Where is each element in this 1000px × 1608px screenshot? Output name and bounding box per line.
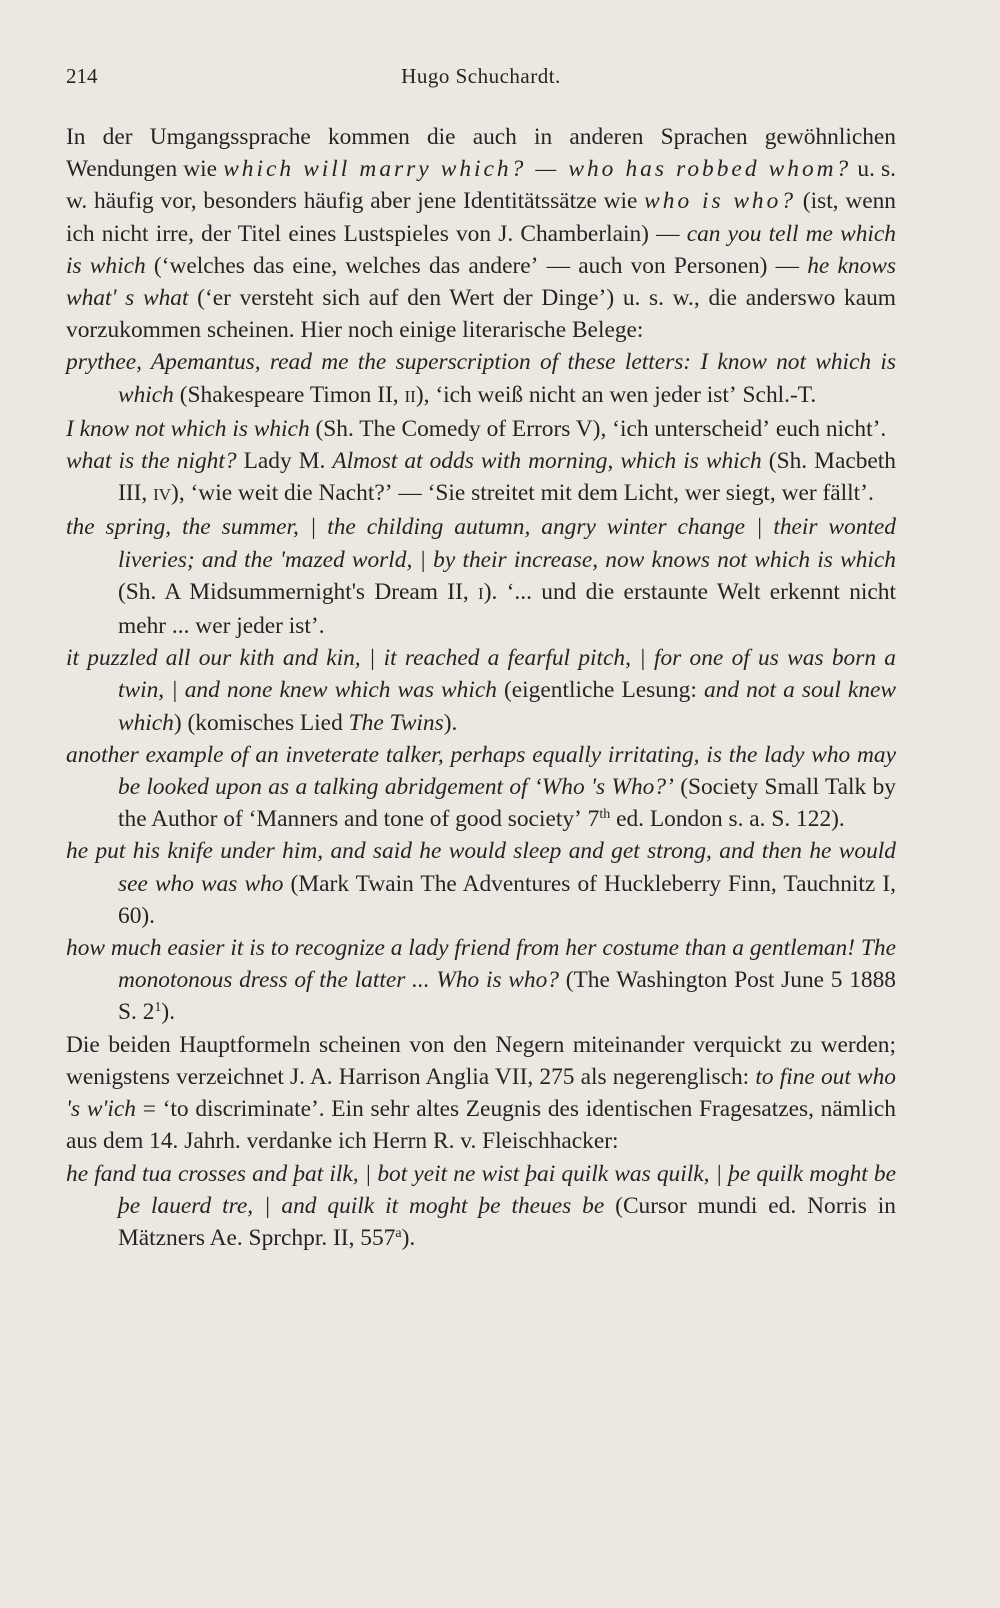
quote-italic: he fand tua crosses and þat ilk, | bot yeit ne wist þai quilk was quilk, | þe quilk moght be þe lauerd tre, | and quilk it moght þe theues be xyxy=(66,1160,896,1219)
quote-huckleberry-finn xyxy=(66,835,896,932)
quote-comedy-of-errors xyxy=(66,413,896,445)
text-run: (eigentliche Lesung: xyxy=(496,677,704,704)
text-run: ), ʻwie weit die Nacht?ʼ — ʻSie streitet mit dem Licht, wer siegt, wer fälltʼ. xyxy=(171,480,874,507)
body-text xyxy=(66,121,896,1254)
quote-italic: The Twins xyxy=(348,709,444,736)
text-run: Die beiden Hauptformeln scheinen von den Negern miteinander verquickt zu werden; wenigstens verzeichnet J. A. Harrison Anglia VII, 275 als negerenglisch: xyxy=(66,1031,896,1090)
text-run: (ʻer versteht sich auf den Wert der Dingeʼ) u. s. w., die anderswo kaum vorzukommen scheinen. Hier noch einige literarische Belege: xyxy=(66,285,896,344)
text-run: (The Washington Post June 5 1888 S. 2 xyxy=(118,967,896,1026)
text-run: ed. London s. a. S. 122). xyxy=(610,806,845,833)
quote-society-small-talk xyxy=(66,739,896,836)
roman-numeral: IV xyxy=(153,485,172,505)
quote-washington-post xyxy=(66,932,896,1029)
quote-timon xyxy=(66,346,896,412)
quote-italic: he put his knife under him, and said he would sleep and get strong, and then he would see who was who xyxy=(66,838,896,897)
intro-paragraph xyxy=(66,121,896,346)
italic-run: he knows what' s what xyxy=(66,252,896,312)
superscript: th xyxy=(599,807,611,823)
page-number: 214 xyxy=(66,64,98,88)
text-run: In der Umgangssprache kommen die auch in anderen Sprachen gewöhnlichen Wendungen wie xyxy=(66,124,896,183)
text-run: = ʻto discriminateʼ. Ein sehr altes Zeugnis des identischen Fragesatzes, nämlich aus dem 14. Jahrh. verdanke ich Herrn R. v. Fleischhacker: xyxy=(66,1096,896,1155)
italic-run: who is who? xyxy=(644,188,797,215)
text-run: (Society Small Talk by the Author of ʻManners and tone of good societyʼ 7 xyxy=(118,774,896,833)
quote-italic: how much easier it is to recognize a lady friend from her costume than a gentleman! The monotonous dress of the latter ... Who is who? xyxy=(66,935,896,994)
text-run: Lady M. xyxy=(236,448,333,475)
text-run: (Cursor mundi ed. Norris in Mätzners Ae. Sprchpr. II, 557 xyxy=(118,1192,896,1251)
superscript: 1 xyxy=(154,1000,162,1016)
text-run: (Sh. The Comedy of Errors V), ʻich unterscheidʼ euch nichtʼ. xyxy=(309,415,887,442)
roman-numeral: II xyxy=(404,386,416,406)
running-title: Hugo Schuchardt. xyxy=(401,64,561,88)
italic-run: to fine out who 's w'ich xyxy=(66,1063,896,1123)
text-run: (Sh. Macbeth III, xyxy=(118,448,896,507)
italic-run: can you tell me which is which xyxy=(66,220,896,279)
quote-macbeth xyxy=(66,445,896,511)
text-run: ). xyxy=(443,709,458,736)
text-run: (Sh. A Midsummernight's Dream II, xyxy=(118,578,479,605)
roman-numeral: I xyxy=(478,583,484,603)
quote-italic: Almost at odds with morning, which is which xyxy=(332,448,762,475)
quote-midsummer xyxy=(66,511,896,642)
page-header xyxy=(66,64,896,98)
text-run: (ist, wenn ich nicht irre, der Titel eines Lustspieles von J. Chamberlain) — xyxy=(66,188,896,247)
second-paragraph xyxy=(66,1029,896,1158)
text-run: ), ʻich weiß nicht an wen jeder istʼ Schl.-T. xyxy=(415,381,817,408)
text-run: (Shakespeare Timon II, xyxy=(173,381,405,408)
text-run: ). xyxy=(161,999,176,1026)
text-run: ). ʻ... und die erstaunte Welt erkennt nicht mehr ... wer jeder istʼ. xyxy=(118,578,896,640)
text-run: ). xyxy=(401,1224,416,1251)
quote-italic: it puzzled all our kith and kin, | it reached a fearful pitch, | for one of us was born a twin, | and none knew which was which xyxy=(66,645,896,704)
text-run: ) (komisches Lied xyxy=(173,709,349,736)
quote-italic: I know not which is which xyxy=(66,415,310,442)
text-run: (ʻwelches das eine, welches das andereʼ — auch von Personen) — xyxy=(145,252,808,279)
quote-italic: prythee, Apemantus, read me the superscription of these letters: I know not which is which xyxy=(66,349,896,408)
quote-italic: and not a soul knew which xyxy=(118,677,896,736)
superscript: a xyxy=(395,1225,402,1241)
quote-cursor-mundi xyxy=(66,1158,896,1255)
quote-twins xyxy=(66,642,896,739)
italic-run: which will marry which? — who has robbed whom? xyxy=(223,156,852,183)
quote-italic: what is the night? xyxy=(66,448,237,475)
text-run: u. s. w. häufig vor, besonders häufig aber jene Identitätssätze wie xyxy=(66,156,896,215)
quote-italic: another example of an inveterate talker, perhaps equally irritating, is the lady who may be looked upon as a talking abridgement of ʻWho 's Who?ʼ xyxy=(66,741,896,801)
quote-italic: the spring, the summer, | the childing autumn, angry winter change | their wonted liveries; and the 'mazed world, | by their increase, now knows not which is which xyxy=(66,514,896,573)
text-run: (Mark Twain The Adventures of Huckleberry Finn, Tauchnitz I, 60). xyxy=(118,870,897,929)
